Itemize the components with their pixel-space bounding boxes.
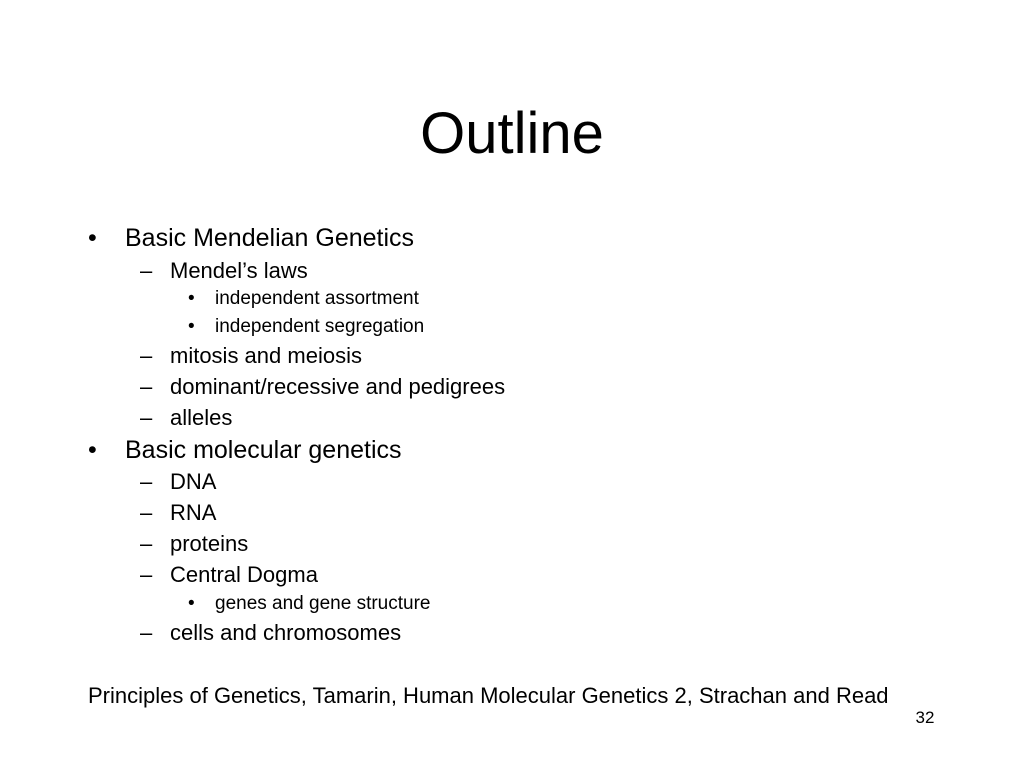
outline-subitem-text: cells and chromosomes <box>170 620 402 645</box>
outline-subitem-text: mitosis and meiosis <box>170 343 362 368</box>
outline-item-text: Basic Mendelian Genetics <box>125 224 415 252</box>
outline-subitem-text: Mendel’s laws <box>170 258 308 283</box>
outline-subsubitem-text: independent assortment <box>215 288 419 309</box>
dash-marker: – <box>140 405 153 430</box>
outline-subitem-text: alleles <box>170 405 233 430</box>
dash-marker: – <box>140 562 153 587</box>
outline-subsubitem-text: genes and gene structure <box>215 593 431 614</box>
bullet-marker: • <box>188 593 195 614</box>
outline-subitem-text: dominant/recessive and pedigrees <box>170 374 506 399</box>
outline-item-text: Basic molecular genetics <box>125 436 402 464</box>
dash-marker: – <box>140 343 153 368</box>
page-number: 32 <box>915 708 935 727</box>
dash-marker: – <box>140 531 153 556</box>
dash-marker: – <box>140 374 153 399</box>
dash-marker: – <box>140 620 153 645</box>
dash-marker: – <box>140 258 153 283</box>
outline-subitem-text: proteins <box>170 531 249 556</box>
bullet-marker: • <box>88 436 97 464</box>
slide-title: Outline <box>420 101 604 166</box>
bullet-marker: • <box>188 316 195 337</box>
reference-text: Principles of Genetics, Tamarin, Human Molecular Genetics 2, Strachan and Read <box>88 683 889 708</box>
dash-marker: – <box>140 500 153 525</box>
outline-subitem-text: Central Dogma <box>170 562 318 587</box>
outline-subsubitem-text: independent segregation <box>215 316 425 337</box>
bullet-marker: • <box>188 288 195 309</box>
dash-marker: – <box>140 469 153 494</box>
bullet-marker: • <box>88 224 97 252</box>
outline-subitem-text: DNA <box>170 469 217 494</box>
outline-subitem-text: RNA <box>170 500 217 525</box>
